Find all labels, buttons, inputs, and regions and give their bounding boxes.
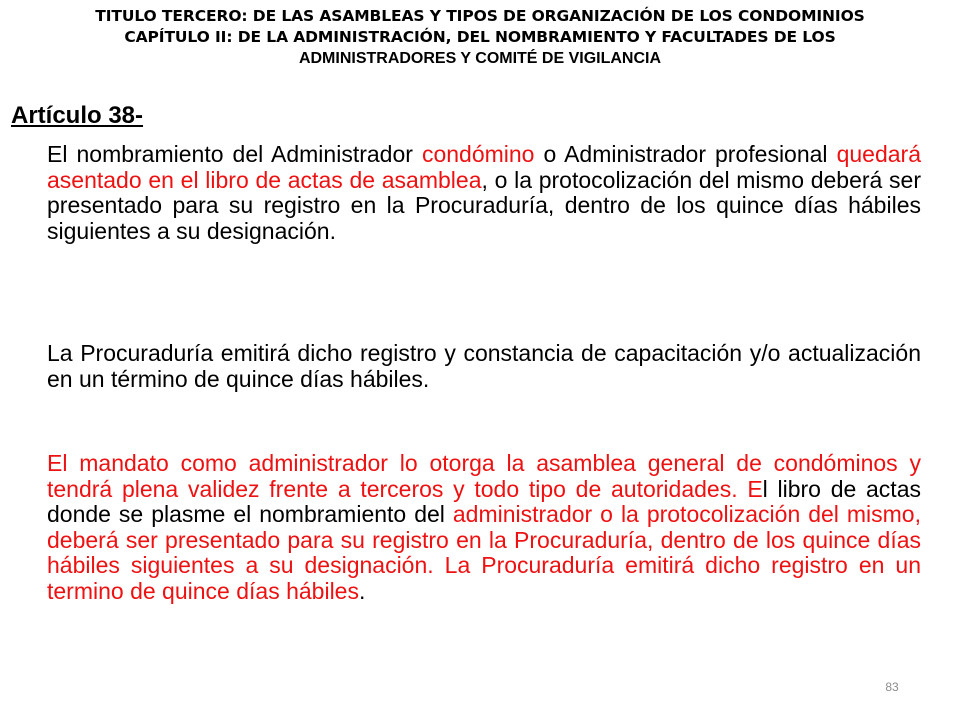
highlighted-text: administrador o la protocolización del mismo, deberá ser presentado para su registro en la Procuraduría, dentro de los quince días hábiles siguientes a su designación. La Procuraduría emitirá dicho registro en un termino de quince días hábiles [47, 501, 921, 604]
page-number: 83 [885, 680, 899, 694]
paragraph-text: La Procuraduría emitirá dicho registro y constancia de capacitación y/o actualización en un término de quince días hábiles. [47, 340, 921, 392]
paragraph-mandate [47, 451, 921, 605]
header-chapter-line: CAPÍTULO II: DE LA ADMINISTRACIÓN, DEL NOMBRAMIENTO Y FACULTADES DE LOS [124, 28, 836, 46]
header-title-line: TITULO TERCERO: DE LAS ASAMBLEAS Y TIPOS DE ORGANIZACIÓN DE LOS CONDOMINIOS [95, 7, 865, 25]
paragraph-text: , o la protocolización del mismo deberá ser presentado para su registro en la Procuraduría, dentro de los quince días hábiles siguientes a su designación. [47, 166, 921, 244]
highlighted-text: condómino [421, 141, 535, 167]
paragraph-registry-issuance [47, 341, 921, 392]
paragraph-text: l libro de actas donde se plasme el nombramiento del [47, 475, 921, 528]
document-header [0, 6, 960, 69]
article-title: Artículo 38- [11, 102, 144, 129]
header-chapter-line-cont: ADMINISTRADORES Y COMITÉ DE VIGILANCIA [298, 50, 662, 67]
paragraph-text: o Administrador profesional [534, 141, 837, 167]
paragraph-text: El nombramiento del Administrador [47, 141, 422, 167]
highlighted-text: quedará asentado en el libro de actas de asamblea [47, 141, 921, 193]
paragraph-text: . [358, 577, 366, 604]
paragraph-appointment-record [47, 142, 921, 244]
highlighted-text: El mandato como administrador lo otorga la asamblea general de condóminos y tendrá plena validez frente a terceros y todo tipo de autoridades. E [47, 450, 921, 502]
